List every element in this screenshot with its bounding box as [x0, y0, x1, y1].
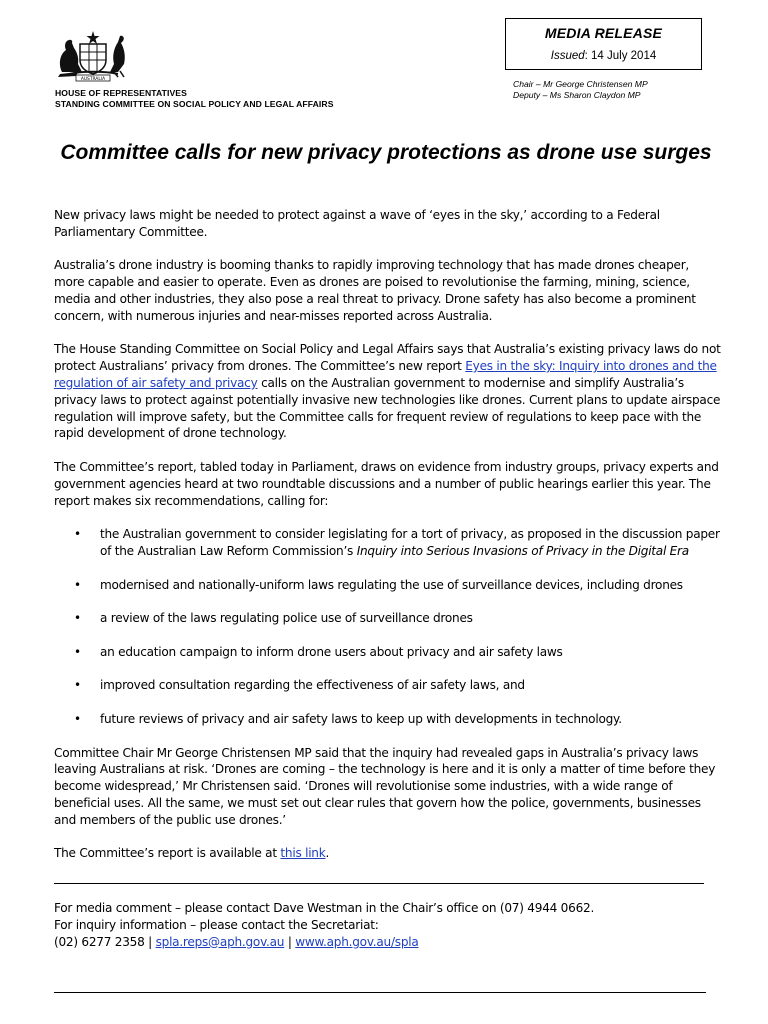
rec-text: future reviews of privacy and air safety laws to keep up with developments in technology.: [100, 711, 622, 726]
issued-label: Issued: [550, 50, 585, 62]
page-title: Committee calls for new privacy protections as drone use surges: [60, 141, 712, 164]
email-link[interactable]: spla.reps@aph.gov.au: [155, 934, 285, 949]
bullet-icon: •: [74, 611, 81, 626]
contact-details: [54, 934, 594, 951]
availability-text: The Committee’s report is available at: [54, 846, 281, 861]
list-item: [54, 644, 722, 661]
phone-number: (02) 6277 2358: [54, 934, 145, 949]
list-item: [54, 577, 722, 594]
house-line-1: HOUSE OF REPRESENTATIVES: [55, 88, 187, 98]
bullet-icon: •: [74, 527, 81, 542]
bullet-icon: •: [74, 577, 81, 592]
paragraph-report-text-a: The House Standing Committee on Social Policy and Legal Affairs says that Australia’s existing privacy laws do not protect Australians’ privacy from drones. The Committee’s new report: [54, 342, 721, 374]
divider: [54, 992, 706, 993]
bullet-icon: •: [74, 711, 81, 726]
inquiry-contact-line: For inquiry information – please contact the Secretariat:: [54, 917, 379, 932]
paragraph-evidence: The Committee’s report, tabled today in Parliament, draws on evidence from industry groups, privacy experts and government agencies heard at two roundtable discussions and a number of public hearings earlier this year. The report makes six recommendations, calling for:: [54, 459, 719, 508]
paragraph-chair-quote: Committee Chair Mr George Christensen MP said that the inquiry had revealed gaps in Australia’s privacy laws leaving Australians at risk. ‘Drones are coming – the technology is here and it is only a matter of time before they become widespread,’ Mr Christensen said. ‘Drones will revolutionise some industries, with a wide range of beneficial uses. All the same, we must set out clear rules that govern how the police, governments, businesses and members of the public use drones.’: [54, 745, 716, 827]
media-contact-line: For media comment – please contact Dave Westman in the Chair’s office on (07) 4944 0662.: [54, 901, 595, 915]
paragraph-report: [54, 341, 722, 442]
recommendations-list: [54, 526, 722, 728]
separator: |: [284, 934, 296, 949]
bullet-icon: •: [74, 644, 81, 659]
paragraph-intro: New privacy laws might be needed to protect against a wave of ‘eyes in the sky,’ according to a Federal Parliamentary Committee.: [54, 208, 660, 239]
committee-officers: [513, 79, 648, 101]
website-link[interactable]: www.aph.gov.au/spla: [295, 934, 419, 949]
alrc-inquiry-title: Inquiry into Serious Invasions of Privacy in the Digital Era: [356, 543, 689, 558]
divider: [54, 883, 704, 884]
deputy-line: Deputy – Ms Sharon Claydon MP: [513, 90, 641, 100]
paragraph-report-text-b: calls on the Australian government to modernise and simplify Australia’s privacy laws to protect against potentially invasive new technologies like drones. Current plans to update airspace regulation will improve safety, but the Committee calls for frequent review of regulations to keep pace with the rapid development of drone technology.: [54, 375, 721, 441]
availability-period: .: [325, 846, 330, 861]
separator: |: [144, 934, 156, 949]
chair-line: Chair – Mr George Christensen MP: [513, 79, 648, 89]
issued-line: [506, 50, 701, 62]
contact-info: [54, 900, 594, 950]
coat-of-arms-icon: [52, 28, 134, 82]
list-item: [54, 711, 722, 728]
report-link[interactable]: Eyes in the sky: Inquiry into drones and the regulation of air safety and privacy: [54, 359, 717, 390]
this-link[interactable]: this link: [280, 846, 326, 861]
rec-text: modernised and nationally-uniform laws regulating the use of surveillance devices, including drones: [100, 577, 683, 592]
house-heading: [55, 88, 334, 109]
article-body: [54, 207, 722, 879]
rec-text: the Australian government to consider legislating for a tort of privacy, as proposed in the discussion paper of the Australian Law Reform Commission’s: [100, 527, 720, 558]
paragraph-availability: [54, 845, 722, 862]
rec-text: improved consultation regarding the effectiveness of air safety laws, and: [100, 678, 525, 693]
rec-text: an education campaign to inform drone users about privacy and air safety laws: [100, 644, 563, 659]
list-item: [54, 526, 722, 560]
crest-label: AUSTRALIA: [80, 77, 106, 82]
list-item: [54, 610, 722, 627]
house-line-2: STANDING COMMITTEE ON SOCIAL POLICY AND LEGAL AFFAIRS: [55, 98, 334, 109]
media-release-title: MEDIA RELEASE: [544, 25, 663, 41]
paragraph-industry: Australia’s drone industry is booming thanks to rapidly improving technology that has made drones cheaper, more capable and easier to operate. Even as drones are poised to revolutionise the farming, mining, science, media and other industries, they also pose a real threat to privacy. Drone safety has also become a prominent concern, with numerous injuries and near-misses reported across Australia.: [54, 258, 696, 323]
issued-date: : 14 July 2014: [584, 50, 657, 62]
media-release-box: [505, 18, 702, 70]
rec-text: a review of the laws regulating police use of surveillance drones: [100, 611, 473, 626]
bullet-icon: •: [74, 678, 81, 693]
list-item: [54, 677, 722, 694]
